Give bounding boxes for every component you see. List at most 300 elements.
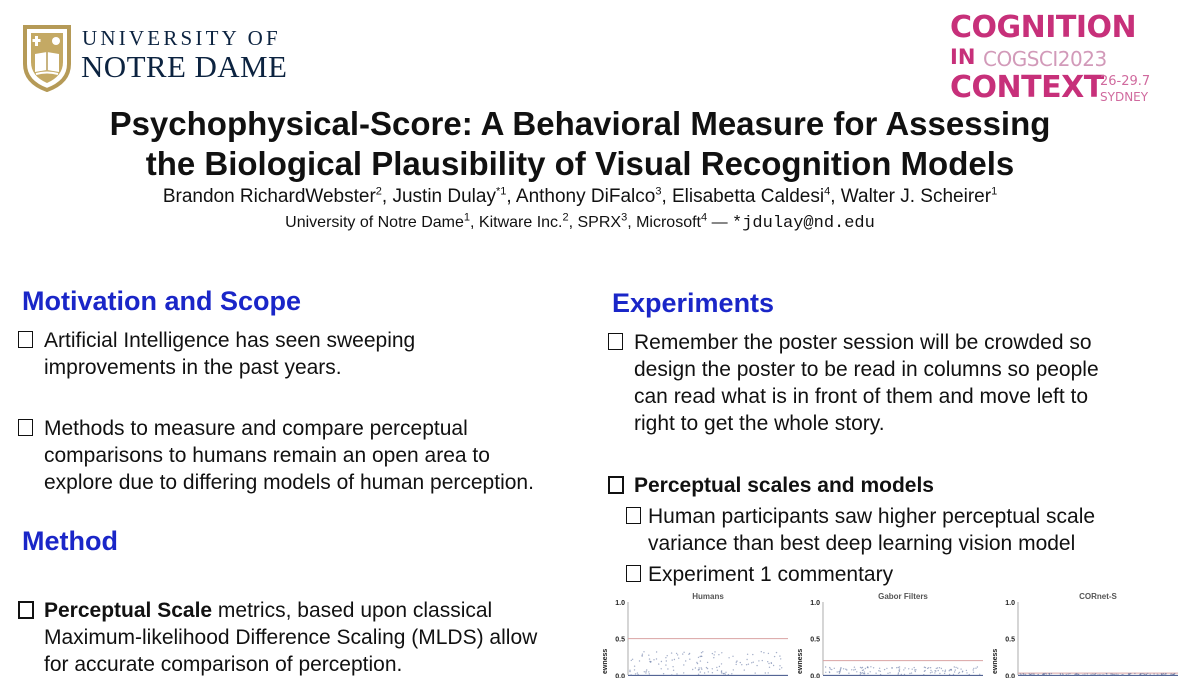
data-point	[875, 673, 876, 674]
data-point	[915, 671, 916, 672]
data-point	[674, 659, 675, 660]
conference-logo-line3: CONTEXT	[950, 70, 1104, 105]
data-point	[712, 668, 713, 669]
data-point	[891, 667, 892, 668]
data-point	[898, 672, 899, 673]
data-point	[935, 670, 936, 671]
data-point	[663, 673, 664, 674]
author-name: Justin Dulay	[392, 186, 496, 207]
scatter-chart-cornet	[990, 592, 1180, 678]
data-point	[667, 668, 668, 669]
bullet-text-line: Experiment 1 commentary	[648, 563, 894, 586]
data-point	[863, 669, 864, 670]
data-point	[977, 666, 978, 667]
data-point	[716, 667, 717, 668]
data-point	[955, 669, 956, 670]
data-point	[903, 669, 904, 670]
data-point	[839, 673, 840, 674]
data-point	[700, 671, 701, 672]
poster-title-line1: Psychophysical-Score: A Behavioral Measure for Assessing	[109, 105, 1051, 142]
data-point	[962, 671, 963, 672]
y-tick-label: 1.0	[615, 600, 625, 607]
bullet-text-line	[44, 597, 537, 624]
data-point	[840, 669, 841, 670]
data-point	[650, 662, 651, 663]
data-point	[958, 673, 959, 674]
data-point	[667, 655, 668, 656]
data-point	[746, 664, 747, 665]
author-list	[0, 186, 1160, 208]
data-point	[721, 670, 722, 671]
data-point	[1020, 673, 1021, 674]
data-point	[692, 669, 693, 670]
data-point	[914, 669, 915, 670]
data-point	[698, 669, 699, 670]
data-point	[1153, 673, 1154, 674]
data-point	[676, 673, 677, 674]
data-point	[899, 671, 900, 672]
scatter-plot	[990, 592, 1180, 678]
data-point	[700, 660, 701, 661]
data-point	[966, 672, 967, 673]
data-point	[837, 671, 838, 672]
y-tick-label: 1.0	[1005, 600, 1015, 607]
data-point	[840, 667, 841, 668]
data-point	[1051, 673, 1052, 674]
data-point	[937, 667, 938, 668]
bullet-text-line: Human participants saw higher perceptual scale	[648, 505, 1096, 528]
y-tick-label: 0.5	[810, 636, 820, 644]
method-heading: Method	[22, 526, 118, 556]
author-separator: ,	[830, 186, 841, 207]
data-point	[1171, 673, 1172, 674]
data-point	[752, 654, 753, 655]
data-point	[645, 672, 646, 673]
affiliation-name: University of Notre Dame	[285, 214, 464, 231]
data-point	[955, 667, 956, 668]
data-point	[1087, 673, 1088, 674]
poster-title-line2: the Biological Plausibility of Visual Recognition Models	[145, 145, 1015, 182]
data-point	[973, 669, 974, 670]
data-point	[639, 660, 640, 661]
data-point	[779, 655, 780, 656]
data-point	[733, 669, 734, 670]
data-point	[756, 665, 757, 666]
data-point	[656, 658, 657, 659]
y-tick-label: 1.0	[810, 600, 820, 607]
data-point	[682, 653, 683, 654]
bullet-box-icon	[18, 419, 33, 436]
affiliation-name: Kitware Inc.	[478, 214, 563, 231]
data-point	[934, 672, 935, 673]
bullet-text-line: comparisons to humans remain an open area to	[44, 444, 490, 467]
data-point	[702, 651, 703, 652]
data-point	[629, 670, 630, 671]
scatter-chart-gabor	[795, 592, 985, 678]
data-point	[763, 652, 764, 653]
data-point	[744, 669, 745, 670]
data-point	[768, 663, 769, 664]
author-name: Brandon RichardWebster	[162, 186, 376, 207]
data-point	[864, 671, 865, 672]
data-point	[645, 671, 646, 672]
data-point	[825, 672, 826, 673]
data-point	[1174, 673, 1175, 674]
data-point	[1060, 673, 1061, 674]
data-point	[781, 667, 782, 668]
data-point	[899, 666, 900, 667]
conference-city: SYDNEY	[1100, 90, 1149, 104]
scatter-plot	[795, 592, 985, 678]
data-point	[860, 673, 861, 674]
data-point	[767, 661, 768, 662]
author-affiliation-mark: 2	[375, 185, 382, 198]
data-point	[689, 659, 690, 660]
data-point	[896, 667, 897, 668]
bullet-box-icon	[18, 331, 33, 348]
data-point	[712, 653, 713, 654]
data-point	[701, 669, 702, 670]
data-point	[758, 660, 759, 661]
data-point	[878, 670, 879, 671]
data-point	[846, 669, 847, 670]
affiliation-mark: 2	[562, 211, 569, 224]
data-point	[762, 660, 763, 661]
data-point	[825, 666, 826, 667]
data-point	[867, 666, 868, 667]
data-point	[780, 658, 781, 659]
data-point	[761, 651, 762, 652]
affiliation-mark: 1	[463, 211, 470, 224]
data-point	[779, 669, 780, 670]
data-point	[1165, 673, 1166, 674]
data-point	[631, 660, 632, 661]
data-point	[646, 669, 647, 670]
data-point	[713, 657, 714, 658]
y-tick-label: 0.5	[1005, 636, 1015, 644]
data-point	[629, 671, 630, 672]
data-point	[672, 659, 673, 660]
affiliation-name: Microsoft	[636, 214, 701, 231]
affiliation-separator: ,	[470, 214, 479, 231]
data-point	[698, 667, 699, 668]
data-point	[1049, 673, 1050, 674]
data-point	[632, 659, 633, 660]
data-point	[939, 673, 940, 674]
data-point	[683, 672, 684, 673]
bullet-text-line: Maximum-likelihood Difference Scaling (MLDS) allow	[44, 626, 538, 649]
data-point	[779, 665, 780, 666]
experiments-sub-bullet	[626, 507, 1186, 563]
data-point	[704, 672, 705, 673]
data-point	[731, 673, 732, 674]
data-point	[909, 673, 910, 674]
data-point	[732, 656, 733, 657]
data-point	[648, 671, 649, 672]
data-point	[973, 672, 974, 673]
data-point	[728, 657, 729, 658]
notre-dame-shield-icon	[22, 24, 72, 92]
experiments-sub-bullet	[626, 565, 1186, 593]
data-point	[717, 670, 718, 671]
data-point	[725, 672, 726, 673]
y-axis-label: ewness	[602, 648, 609, 674]
author-name: Walter J. Scheirer	[840, 186, 992, 207]
data-point	[870, 671, 871, 672]
data-point	[718, 654, 719, 655]
author-affiliation-mark: 4	[824, 185, 831, 198]
data-point	[774, 656, 775, 657]
data-point	[658, 663, 659, 664]
data-point	[941, 668, 942, 669]
data-point	[634, 666, 635, 667]
bullet-text-line: Artificial Intelligence has seen sweeping	[44, 329, 416, 352]
data-point	[862, 672, 863, 673]
data-point	[936, 668, 937, 669]
data-point	[912, 669, 913, 670]
data-point	[751, 662, 752, 663]
y-tick-label: 0.0	[615, 673, 625, 678]
motivation-bullet	[18, 419, 588, 503]
data-point	[755, 672, 756, 673]
data-point	[721, 652, 722, 653]
data-point	[848, 673, 849, 674]
bullet-box-icon	[608, 333, 623, 350]
data-point	[887, 673, 888, 674]
data-point	[773, 665, 774, 666]
data-point	[676, 653, 677, 654]
experiments-heading: Experiments	[612, 288, 775, 318]
data-point	[829, 671, 830, 672]
affiliation-list	[0, 211, 1160, 233]
data-point	[855, 669, 856, 670]
data-point	[1142, 673, 1143, 674]
data-point	[637, 672, 638, 673]
conference-logo-line1: COGNITION	[950, 10, 1137, 45]
poster-title	[0, 104, 1160, 184]
data-point	[834, 668, 835, 669]
data-point	[1044, 673, 1045, 674]
data-point	[747, 654, 748, 655]
data-point	[714, 654, 715, 655]
affiliation-separator: ,	[568, 214, 578, 231]
data-point	[861, 667, 862, 668]
data-point	[672, 666, 673, 667]
data-point	[696, 662, 697, 663]
affiliation-mark: 4	[701, 211, 708, 224]
bullet-text-line: Remember the poster session will be crowded so	[634, 331, 1092, 354]
data-point	[898, 667, 899, 668]
data-point	[634, 669, 635, 670]
data-point	[884, 669, 885, 670]
data-point	[649, 658, 650, 659]
data-point	[945, 670, 946, 671]
y-tick-label: 0.5	[615, 636, 625, 644]
conference-dates: 26-29.7	[1100, 74, 1151, 89]
data-point	[960, 668, 961, 669]
data-point	[1043, 673, 1044, 674]
bullet-text-line: can read what is in front of them and move left to	[634, 385, 1089, 408]
motivation-bullet	[18, 331, 588, 387]
data-point	[944, 671, 945, 672]
author-name: Anthony DiFalco	[515, 186, 656, 207]
data-point	[665, 664, 666, 665]
data-point	[925, 667, 926, 668]
data-point	[678, 658, 679, 659]
data-point	[721, 663, 722, 664]
data-point	[719, 666, 720, 667]
data-point	[700, 656, 701, 657]
data-point	[830, 668, 831, 669]
data-point	[930, 670, 931, 671]
data-point	[914, 667, 915, 668]
method-bullet	[18, 601, 588, 675]
bullet-text: metrics, based upon classical	[212, 599, 493, 622]
data-point	[666, 660, 667, 661]
author-separator: ,	[661, 186, 672, 207]
data-point	[706, 667, 707, 668]
data-point	[954, 671, 955, 672]
contact-email: *jdulay@nd.edu	[732, 214, 875, 233]
data-point	[1130, 673, 1131, 674]
data-point	[768, 672, 769, 673]
author-affiliation-mark: *1	[495, 185, 507, 198]
university-name-line2: NOTRE DAME	[81, 49, 288, 84]
data-point	[886, 668, 887, 669]
bullet-box-icon	[18, 601, 34, 619]
data-point	[765, 672, 766, 673]
data-point	[944, 673, 945, 674]
data-point	[683, 652, 684, 653]
data-point	[665, 657, 666, 658]
experiments-bullet	[608, 476, 1178, 504]
chart-title: Humans	[692, 592, 724, 601]
data-point	[688, 654, 689, 655]
author-affiliation-mark: 3	[655, 185, 662, 198]
bullet-text-line: right to get the whole story.	[634, 412, 885, 435]
bullet-text-line: explore due to differing models of human perception.	[44, 471, 534, 494]
data-point	[853, 669, 854, 670]
experiments-bullet	[608, 333, 1178, 443]
data-point	[642, 654, 643, 655]
y-axis-label: ewness	[992, 648, 999, 674]
data-point	[768, 653, 769, 654]
data-point	[707, 662, 708, 663]
data-point	[753, 662, 754, 663]
data-point	[1140, 673, 1141, 674]
data-point	[643, 651, 644, 652]
data-point	[649, 673, 650, 674]
data-point	[644, 671, 645, 672]
bullet-box-icon	[626, 507, 641, 524]
data-point	[927, 668, 928, 669]
data-point	[748, 664, 749, 665]
author-affiliation-mark: 1	[991, 185, 998, 198]
data-point	[975, 668, 976, 669]
data-point	[870, 666, 871, 667]
data-point	[741, 664, 742, 665]
bullet-text-line: variance than best deep learning vision model	[648, 532, 1076, 555]
data-point	[673, 670, 674, 671]
data-point	[939, 667, 940, 668]
data-point	[908, 668, 909, 669]
data-point	[865, 668, 866, 669]
data-point	[740, 662, 741, 663]
bullet-bold-term: Perceptual Scale	[44, 599, 213, 622]
data-point	[1046, 673, 1047, 674]
data-point	[924, 670, 925, 671]
data-point	[653, 659, 654, 660]
data-point	[771, 662, 772, 663]
data-point	[695, 667, 696, 668]
data-point	[685, 660, 686, 661]
scatter-chart-humans	[600, 592, 790, 678]
data-point	[856, 671, 857, 672]
data-point	[931, 671, 932, 672]
bullet-box-icon	[608, 476, 624, 494]
conference-logo	[950, 10, 1190, 105]
data-point	[851, 669, 852, 670]
data-point	[860, 667, 861, 668]
author-separator: ,	[506, 186, 516, 207]
data-point	[712, 672, 713, 673]
data-point	[661, 668, 662, 669]
bullet-text-line: design the poster to be read in columns so people	[634, 358, 1099, 381]
university-name-line1: UNIVERSITY OF	[82, 26, 281, 50]
data-point	[714, 651, 715, 652]
data-point	[863, 673, 864, 674]
data-point	[671, 652, 672, 653]
data-point	[867, 673, 868, 674]
y-tick-label: 0.0	[1005, 673, 1015, 678]
data-point	[736, 664, 737, 665]
data-point	[1069, 673, 1070, 674]
data-point	[949, 670, 950, 671]
data-point	[776, 652, 777, 653]
data-point	[641, 655, 642, 656]
data-point	[661, 661, 662, 662]
data-point	[889, 672, 890, 673]
author-separator: ,	[381, 186, 393, 207]
data-point	[911, 672, 912, 673]
data-point	[954, 666, 955, 667]
data-point	[843, 668, 844, 669]
chart-title: Gabor Filters	[878, 592, 928, 601]
motivation-heading: Motivation and Scope	[22, 286, 302, 316]
data-point	[880, 671, 881, 672]
affiliation-separator: —	[707, 214, 733, 231]
data-point	[904, 667, 905, 668]
data-point	[736, 662, 737, 663]
conference-logo-event: COGSCI2023	[983, 47, 1107, 71]
data-point	[708, 671, 709, 672]
data-point	[746, 659, 747, 660]
data-point	[930, 667, 931, 668]
data-point	[698, 657, 699, 658]
data-point	[707, 668, 708, 669]
data-point	[973, 668, 974, 669]
data-point	[701, 652, 702, 653]
data-point	[838, 671, 839, 672]
data-point	[1134, 673, 1135, 674]
data-point	[701, 656, 702, 657]
author-name: Elisabetta Caldesi	[672, 186, 825, 207]
data-point	[635, 673, 636, 674]
data-point	[938, 670, 939, 671]
data-point	[656, 651, 657, 652]
bullet-text-line: Methods to measure and compare perceptual	[44, 417, 468, 440]
bullet-text-line: for accurate comparison of perception.	[44, 653, 403, 676]
